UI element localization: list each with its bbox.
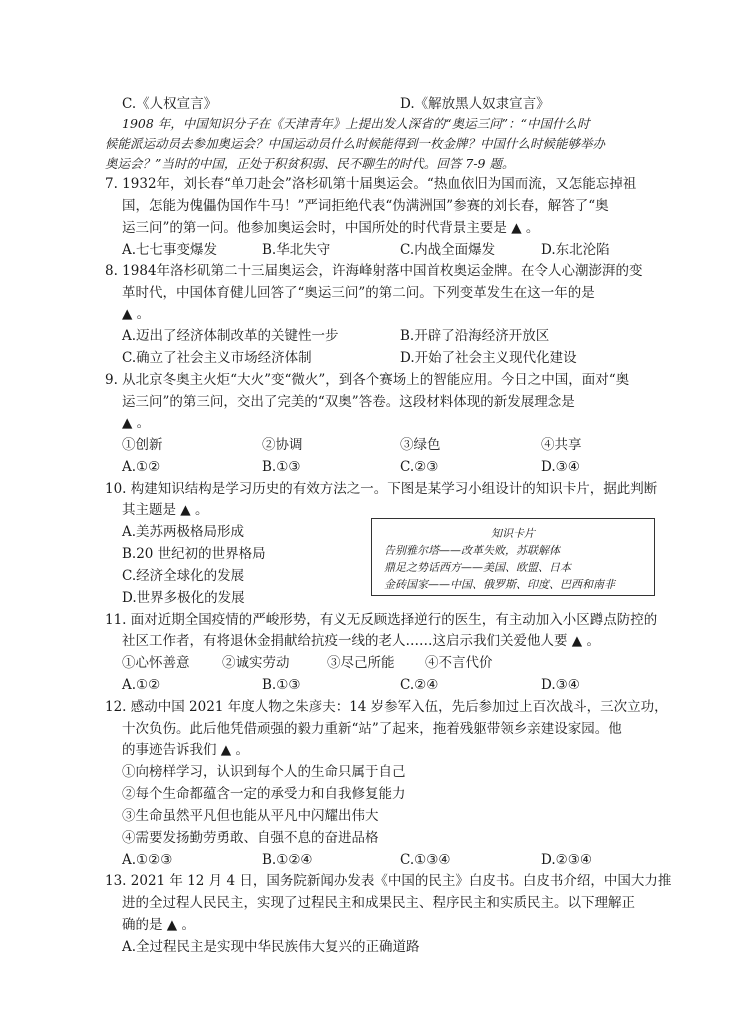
q10-line-2: 其主题是 ▲ 。 bbox=[122, 502, 209, 518]
q7-option-b: B.华北失守 bbox=[262, 242, 331, 258]
intro-line-2: 候能派运动员去参加奥运会？中国运动员什么时候能得到一枚金牌？中国什么时候能够举办 bbox=[105, 136, 606, 151]
q8-option-b: B.开辟了沿海经济开放区 bbox=[400, 328, 550, 344]
q12-item-2: ②每个生命都蕴含一定的承受力和自我修复能力 bbox=[122, 786, 406, 802]
q13-line-3: 确的是 ▲ 。 bbox=[122, 917, 195, 933]
q9-item-2: ②协调 bbox=[262, 437, 303, 453]
q7-option-d: D.东北沦陷 bbox=[541, 242, 610, 258]
q9-option-c: C.②③ bbox=[400, 459, 439, 475]
q8-line-2: 革时代，中国体育健儿回答了“奥运三问”的第二问。下列变革发生在这一年的是 bbox=[122, 285, 595, 301]
q10-option-a: A.美苏两极格局形成 bbox=[122, 524, 245, 540]
q8-line-3: ▲ 。 bbox=[122, 306, 151, 322]
q9-option-d: D.③④ bbox=[541, 459, 580, 475]
q9-item-1: ①创新 bbox=[122, 437, 163, 453]
q12-option-d: D.②③④ bbox=[541, 852, 592, 868]
q8-option-d: D.开始了社会主义现代化建设 bbox=[400, 350, 577, 366]
q12-item-1: ①向榜样学习，认识到每个人的生命只属于自己 bbox=[122, 764, 406, 780]
q7-line-3: 运三问”的第一问。他参加奥运会时，中国所处的时代背景主要是 ▲ 。 bbox=[122, 220, 540, 236]
q7-option-a: A.七七事变爆发 bbox=[122, 242, 218, 258]
q10-option-b: B.20 世纪初的世界格局 bbox=[122, 546, 266, 562]
q11-option-d: D.③④ bbox=[541, 677, 580, 693]
q9-option-b: B.①③ bbox=[262, 459, 301, 475]
q7-line-1: 7. 1932年，刘长春“单刀赴会”洛杉矶第十届奥运会。“热血依旧为国而流，又怎能忘掉祖 bbox=[105, 176, 637, 192]
q12-item-4: ④需要发扬勤劳勇敢、自强不息的奋进品格 bbox=[122, 830, 379, 846]
q7-option-c: C.内战全面爆发 bbox=[400, 242, 496, 258]
q11-option-b: B.①③ bbox=[262, 677, 301, 693]
q11-item-3: ③尽己所能 bbox=[327, 655, 395, 671]
q11-item-4: ④不言代价 bbox=[425, 655, 493, 671]
knowledge-card-line-2: 鼎足之势话西方——美国、欧盟、日本 bbox=[384, 561, 571, 574]
q9-option-a: A.①② bbox=[122, 459, 161, 475]
q10-option-d: D.世界多极化的发展 bbox=[122, 590, 245, 606]
q9-item-4: ④共享 bbox=[541, 437, 582, 453]
q12-item-3: ③生命虽然平凡但也能从平凡中闪耀出伟大 bbox=[122, 808, 379, 824]
intro-line-1: 1908 年，中国知识分子在《天津青年》上提出发人深省的“奥运三问”：“中国什么时 bbox=[122, 116, 590, 131]
knowledge-card-line-1: 告别雅尔塔——改革失败，苏联解体 bbox=[384, 544, 560, 557]
q9-line-2: 运三问”的第三问，交出了完美的“双奥”答卷。这段材料体现的新发展理念是 bbox=[122, 394, 575, 410]
q10-option-c: C.经济全球化的发展 bbox=[122, 568, 245, 584]
q9-item-3: ③绿色 bbox=[400, 437, 441, 453]
q13-option-a: A.全过程民主是实现中华民族伟大复兴的正确道路 bbox=[122, 939, 420, 955]
q11-option-a: A.①② bbox=[122, 677, 161, 693]
q13-line-2: 进的全过程人民民主，实现了过程民主和成果民主、程序民主和实质民主。以下理解正 bbox=[122, 895, 635, 911]
q11-item-2: ②诚实劳动 bbox=[222, 655, 290, 671]
q11-option-c: C.②④ bbox=[400, 677, 439, 693]
q13-line-1: 13. 2021 年 12 月 4 日，国务院新闻办发表《中国的民主》白皮书。白皮书介绍，中国大力推 bbox=[105, 873, 672, 889]
prev-option-d: D.《解放黑人奴隶宣言》 bbox=[400, 96, 550, 112]
knowledge-card bbox=[371, 518, 655, 596]
knowledge-card-line-3: 金砖国家——中国、俄罗斯、印度、巴西和南非 bbox=[384, 578, 615, 591]
q12-line-1: 12. 感动中国 2021 年度人物之朱彦夫：14 岁参军入伍，先后参加过上百次战斗，三次立功， bbox=[105, 699, 668, 715]
q11-item-1: ①心怀善意 bbox=[122, 655, 190, 671]
q11-line-2: 社区工作者，有将退休金捐献给抗疫一线的老人……这启示我们关爱他人要 ▲ 。 bbox=[122, 633, 600, 649]
q12-line-3: 的事迹告诉我们 ▲ 。 bbox=[122, 742, 249, 758]
q8-option-c: C.确立了社会主义市场经济体制 bbox=[122, 350, 312, 366]
q7-line-2: 国，怎能为傀儡伪国作牛马！”严词拒绝代表“伪满洲国”参赛的刘长春，解答了“奥 bbox=[122, 198, 609, 214]
q8-line-1: 8. 1984年洛杉矶第二十三届奥运会，许海峰射落中国首枚奥运金牌。在令人心潮澎湃的变 bbox=[105, 263, 643, 279]
q12-option-c: C.①③④ bbox=[400, 852, 451, 868]
q9-line-3: ▲ 。 bbox=[122, 415, 151, 431]
q8-option-a: A.迈出了经济体制改革的关键性一步 bbox=[122, 328, 339, 344]
q9-line-1: 9. 从北京冬奥主火炬“大火”变“微火”，到各个赛场上的智能应用。今日之中国，面对“奥 bbox=[105, 372, 630, 388]
q11-line-1: 11. 面对近期全国疫情的严峻形势，有义无反顾选择逆行的医生，有主动加入小区蹲点防控的 bbox=[105, 612, 658, 628]
q10-line-1: 10. 构建知识结构是学习历史的有效方法之一。下图是某学习小组设计的知识卡片，据此判断 bbox=[105, 481, 658, 497]
q12-option-b: B.①②④ bbox=[262, 852, 313, 868]
q12-option-a: A.①②③ bbox=[122, 852, 173, 868]
q12-line-2: 十次负伤。此后他凭借顽强的毅力重新“站”了起来，拖着残躯带领乡亲建设家园。他 bbox=[122, 721, 622, 737]
knowledge-card-title: 知识卡片 bbox=[491, 527, 535, 540]
prev-option-c: C.《人权宣言》 bbox=[122, 96, 218, 112]
intro-line-3: 奥运会？”当时的中国，正处于积贫积弱、民不聊生的时代。回答 7-9 题。 bbox=[105, 156, 515, 171]
